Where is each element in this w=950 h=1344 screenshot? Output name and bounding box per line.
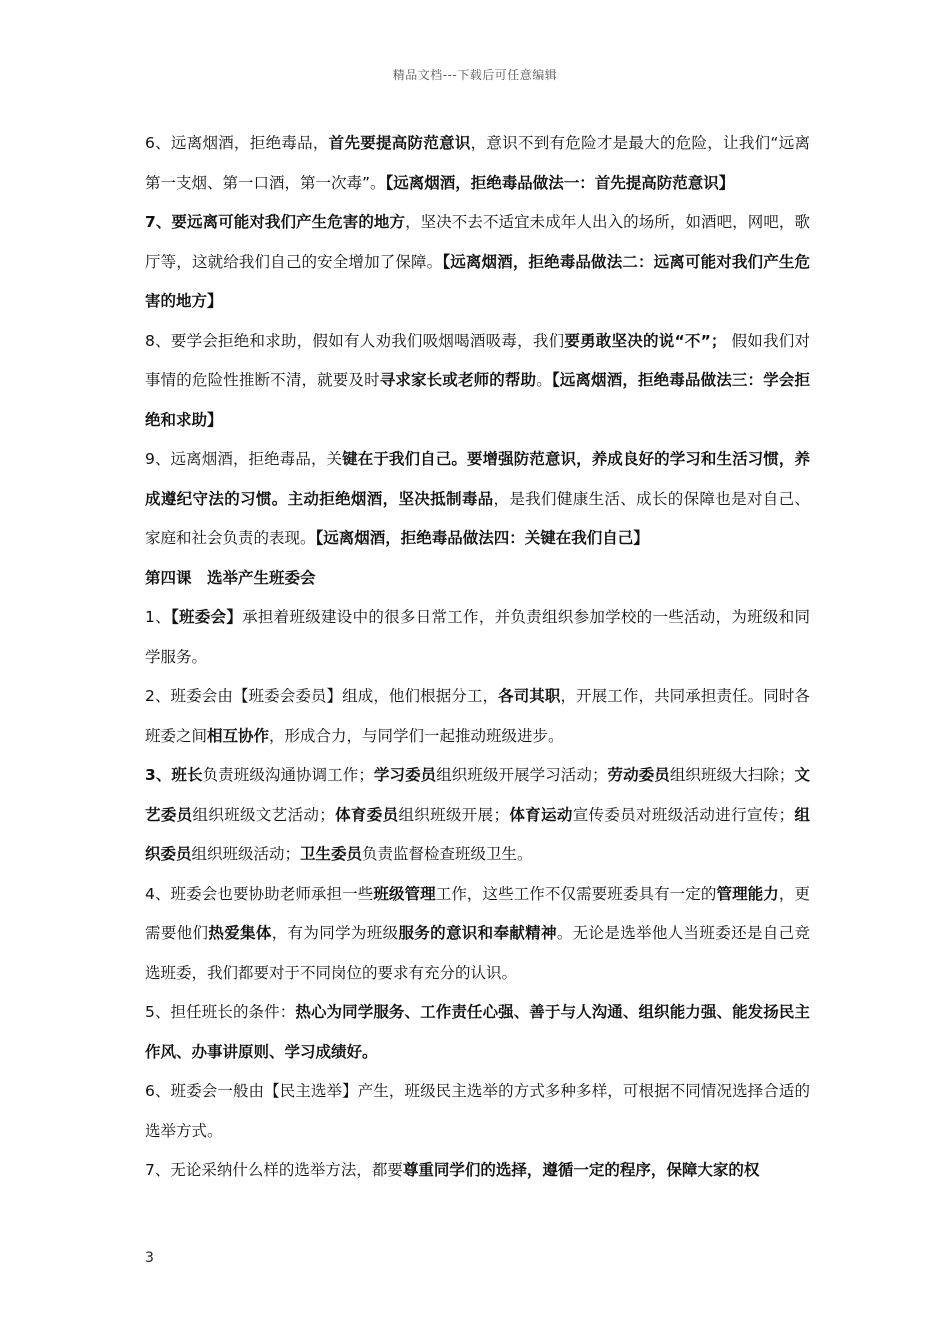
bold-text: 热心为同学服务、工作责任心强、善于与人沟通、组织能力强、能发扬民主作风、办事讲原则、学习成绩好。 (145, 1003, 810, 1061)
paragraph (145, 440, 810, 559)
text-run: 。 (536, 371, 552, 389)
bold-text: 【远离烟酒，拒绝毒品做法四：关键在我们自己】 (315, 529, 649, 547)
bold-text: 班级管理 (373, 884, 436, 903)
text-run: 1、 (145, 608, 171, 626)
text-run: 假如我们对事情的危险性推断不清，就要及时 (145, 331, 810, 389)
page-header: 精品文档---下载后可任意编辑 (392, 68, 558, 82)
text-run: 组织班级文艺活动； (192, 805, 335, 824)
text-run: 2、班委会由【班委会委员】组成，他们根据分工， (145, 687, 499, 705)
bold-text: 热爱集体 (208, 924, 272, 942)
bold-text: 体育委员 (334, 805, 399, 824)
bold-text: 体育运动 (509, 805, 573, 824)
bold-text: 【班委会】 (170, 608, 243, 626)
bold-text: 【远离烟酒，拒绝毒品做法一：首先提高防范意识】 (385, 173, 735, 192)
text-run: ，有为同学为班级 (271, 924, 399, 942)
paragraph (145, 124, 810, 203)
bold-text: 卫生委员 (300, 845, 363, 863)
text-run: ，开展工作，共同承担责任。同时各班委之间 (145, 687, 810, 745)
bold-text: 劳动委员 (607, 766, 670, 784)
text-run: 承担着班级建设中的很多日常工作，并负责组织参加学校的一些活动，为班级和同学服务。 (145, 608, 810, 666)
text-run: 组织班级活动； (191, 845, 301, 863)
bold-text: 学习委员 (373, 766, 437, 784)
bold-text: 要勇敢坚决的说“不”； (564, 331, 727, 350)
bold-text: 首先要提高防范意识 (328, 134, 471, 152)
bold-text: 键在于我们自己。要增强防范意识，养成良好的学习和生活习惯，养成遵纪守法的习惯。主动拒绝烟酒，坚决抵制毒品 (145, 450, 810, 508)
text-run: 负责班级沟通协调工作； (202, 766, 374, 784)
bold-text: 尊重同学们的选择，遵循一定的程序，保障大家的权 (402, 1161, 760, 1179)
document-body (145, 124, 810, 1191)
page-number: 3 (145, 1250, 154, 1266)
text-run: 8、要学会拒绝和求助，假如有人劝我们吸烟喝酒吸毒，我们 (145, 331, 565, 350)
bold-text: 相互协作 (207, 726, 270, 745)
bold-text: 各司其职 (498, 687, 561, 705)
text-run: 。无论是选举他人当班委还是自己竞选班委，我们都要对于不同岗位的要求有充分的认识。 (145, 924, 810, 982)
text-run: 4、班委会也要协助老师承担一些 (145, 884, 374, 903)
paragraph (145, 677, 810, 756)
paragraph (145, 598, 810, 677)
text-run: ，更需要他们 (145, 884, 810, 942)
bold-text: 【远离烟酒，拒绝毒品做法二：远离可能对我们产生危害的地方】 (145, 252, 810, 310)
bold-text: 文艺委员 (145, 766, 810, 824)
paragraph (145, 875, 810, 994)
text-run: 工作，这些工作不仅需要班委具有一定的 (435, 884, 717, 903)
paragraph (145, 322, 810, 441)
bold-text: 寻求家长或老师的帮助 (379, 371, 537, 389)
text-run: ，形成合力，与同学们一起推动班级进步。 (269, 726, 564, 745)
paragraph (145, 1151, 810, 1191)
paragraph (145, 1072, 810, 1151)
text-run: 宣传委员对班级活动进行宣传； (572, 805, 795, 824)
text-run: ，是我们健康生活、成长的保障也是对自己、家庭和社会负责的表现。 (145, 489, 810, 547)
text-run: 负责监督检查班级卫生。 (362, 845, 533, 863)
section-heading: 第四课 选举产生班委会 (145, 568, 316, 587)
text-run: ，坚决不去不适宜未成年人出入的场所，如酒吧，网吧，歌厅等，这就给我们自己的安全增加了保障。 (145, 213, 810, 271)
bold-text: 7、要远离可能对我们产生危害的地方 (145, 213, 406, 231)
text-run: 7、无论采纳什么样的选举方法，都要 (145, 1161, 403, 1179)
bold-text: 【远离烟酒，拒绝毒品做法三：学会拒绝和求助】 (145, 371, 810, 429)
paragraph (145, 203, 810, 322)
bold-text: 3、班长 (145, 766, 203, 784)
paragraph (145, 756, 810, 875)
text-run: 组织班级开展学习活动； (436, 766, 608, 784)
text-run: 6、班委会一般由【民主选举】产生，班级民主选举的方式多种多样，可根据不同情况选择合适的选举方式。 (145, 1082, 810, 1140)
bold-text: 服务的意识和奉献精神 (398, 924, 557, 942)
text-run: 组织班级大扫除； (669, 766, 795, 784)
bold-text: 管理能力 (716, 884, 779, 903)
text-run: 6、远离烟酒，拒绝毒品， (145, 134, 329, 152)
text-run: 5、担任班长的条件： (145, 1003, 296, 1021)
text-run: ，意识不到有危险才是最大的危险，让我们“远离第一支烟、第一口酒，第一次毒”。 (145, 134, 810, 192)
text-run: 组织班级开展； (398, 805, 509, 824)
paragraph (145, 993, 810, 1072)
text-run: 9、远离烟酒，拒绝毒品，关 (145, 450, 343, 468)
bold-text: 组织委员 (145, 805, 810, 863)
